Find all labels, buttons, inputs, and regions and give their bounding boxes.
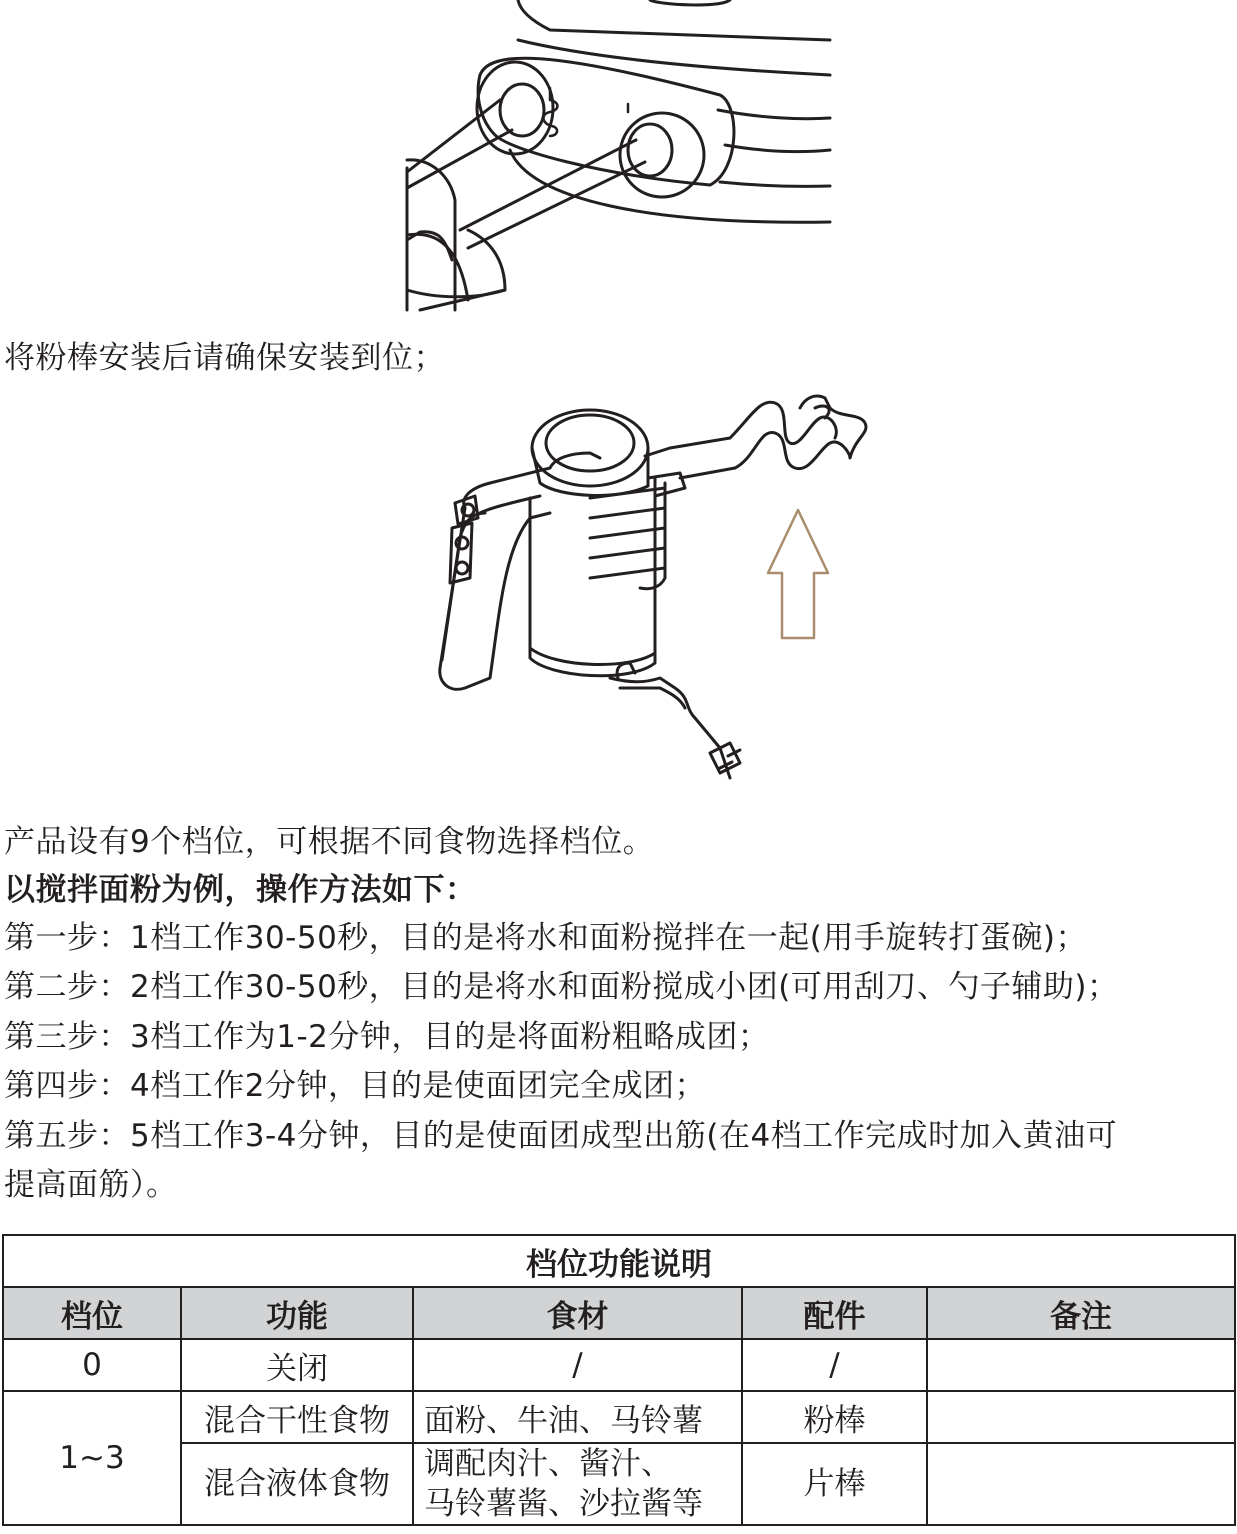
ingredients-line-1: 调配肉汁、酱汁、 [424, 1446, 672, 1482]
ingredients-line-2: 马铃薯酱、沙拉酱等 [424, 1486, 703, 1522]
header-accessory: 配件 [742, 1287, 927, 1339]
hook-install-illustration [400, 0, 840, 320]
header-function: 功能 [181, 1287, 413, 1339]
hand-mixer-illustration [430, 378, 880, 788]
header-ingredients: 食材 [413, 1287, 742, 1339]
header-level: 档位 [3, 1287, 181, 1339]
cell-level: 0 [3, 1339, 181, 1391]
step-3-text: 第三步：3档工作为1-2分钟，目的是将面粉粗略成团； [4, 1019, 770, 1055]
cell-function: 混合液体食物 [181, 1443, 413, 1525]
table-row [3, 1391, 1235, 1443]
cell-level: 1~3 [3, 1391, 181, 1525]
cell-function: 混合干性食物 [181, 1391, 413, 1443]
step-4-text: 第四步：4档工作2分钟，目的是使面团完全成团； [4, 1068, 706, 1104]
cell-note [927, 1443, 1235, 1525]
install-check-caption: 将粉棒安装后请确保安装到位； [4, 340, 445, 376]
cell-ingredients: 面粉、牛油、马铃薯 [413, 1391, 742, 1443]
header-note: 备注 [927, 1287, 1235, 1339]
cell-accessory: 粉棒 [742, 1391, 927, 1443]
gear-function-table [2, 1234, 1236, 1526]
cell-note [927, 1391, 1235, 1443]
up-arrow-icon [768, 510, 828, 638]
step-5-text: 第五步：5档工作3-4分钟，目的是使面团成型出筋(在4档工作完成时加入黄油可 [4, 1118, 1118, 1154]
cell-ingredients: / [413, 1339, 742, 1391]
step-2-text: 第二步：2档工作30-50秒，目的是将水和面粉搅成小团(可用刮刀、勺子辅助)； [4, 969, 1119, 1005]
cell-ingredients [413, 1443, 742, 1525]
table-title: 档位功能说明 [3, 1235, 1235, 1287]
table-row [3, 1339, 1235, 1391]
gear-intro-text: 产品设有9个档位，可根据不同食物选择档位。 [4, 824, 655, 860]
cell-accessory: 片棒 [742, 1443, 927, 1525]
cell-function: 关闭 [181, 1339, 413, 1391]
example-heading: 以搅拌面粉为例，操作方法如下： [4, 872, 477, 908]
step-1-text: 第一步：1档工作30-50秒，目的是将水和面粉搅拌在一起(用手旋转打蛋碗)； [4, 920, 1087, 956]
table-row [3, 1443, 1235, 1525]
power-plug-icon [695, 718, 740, 778]
cell-note [927, 1339, 1235, 1391]
cell-accessory: / [742, 1339, 927, 1391]
step-5-continued-text: 提高面筋）。 [4, 1167, 178, 1203]
